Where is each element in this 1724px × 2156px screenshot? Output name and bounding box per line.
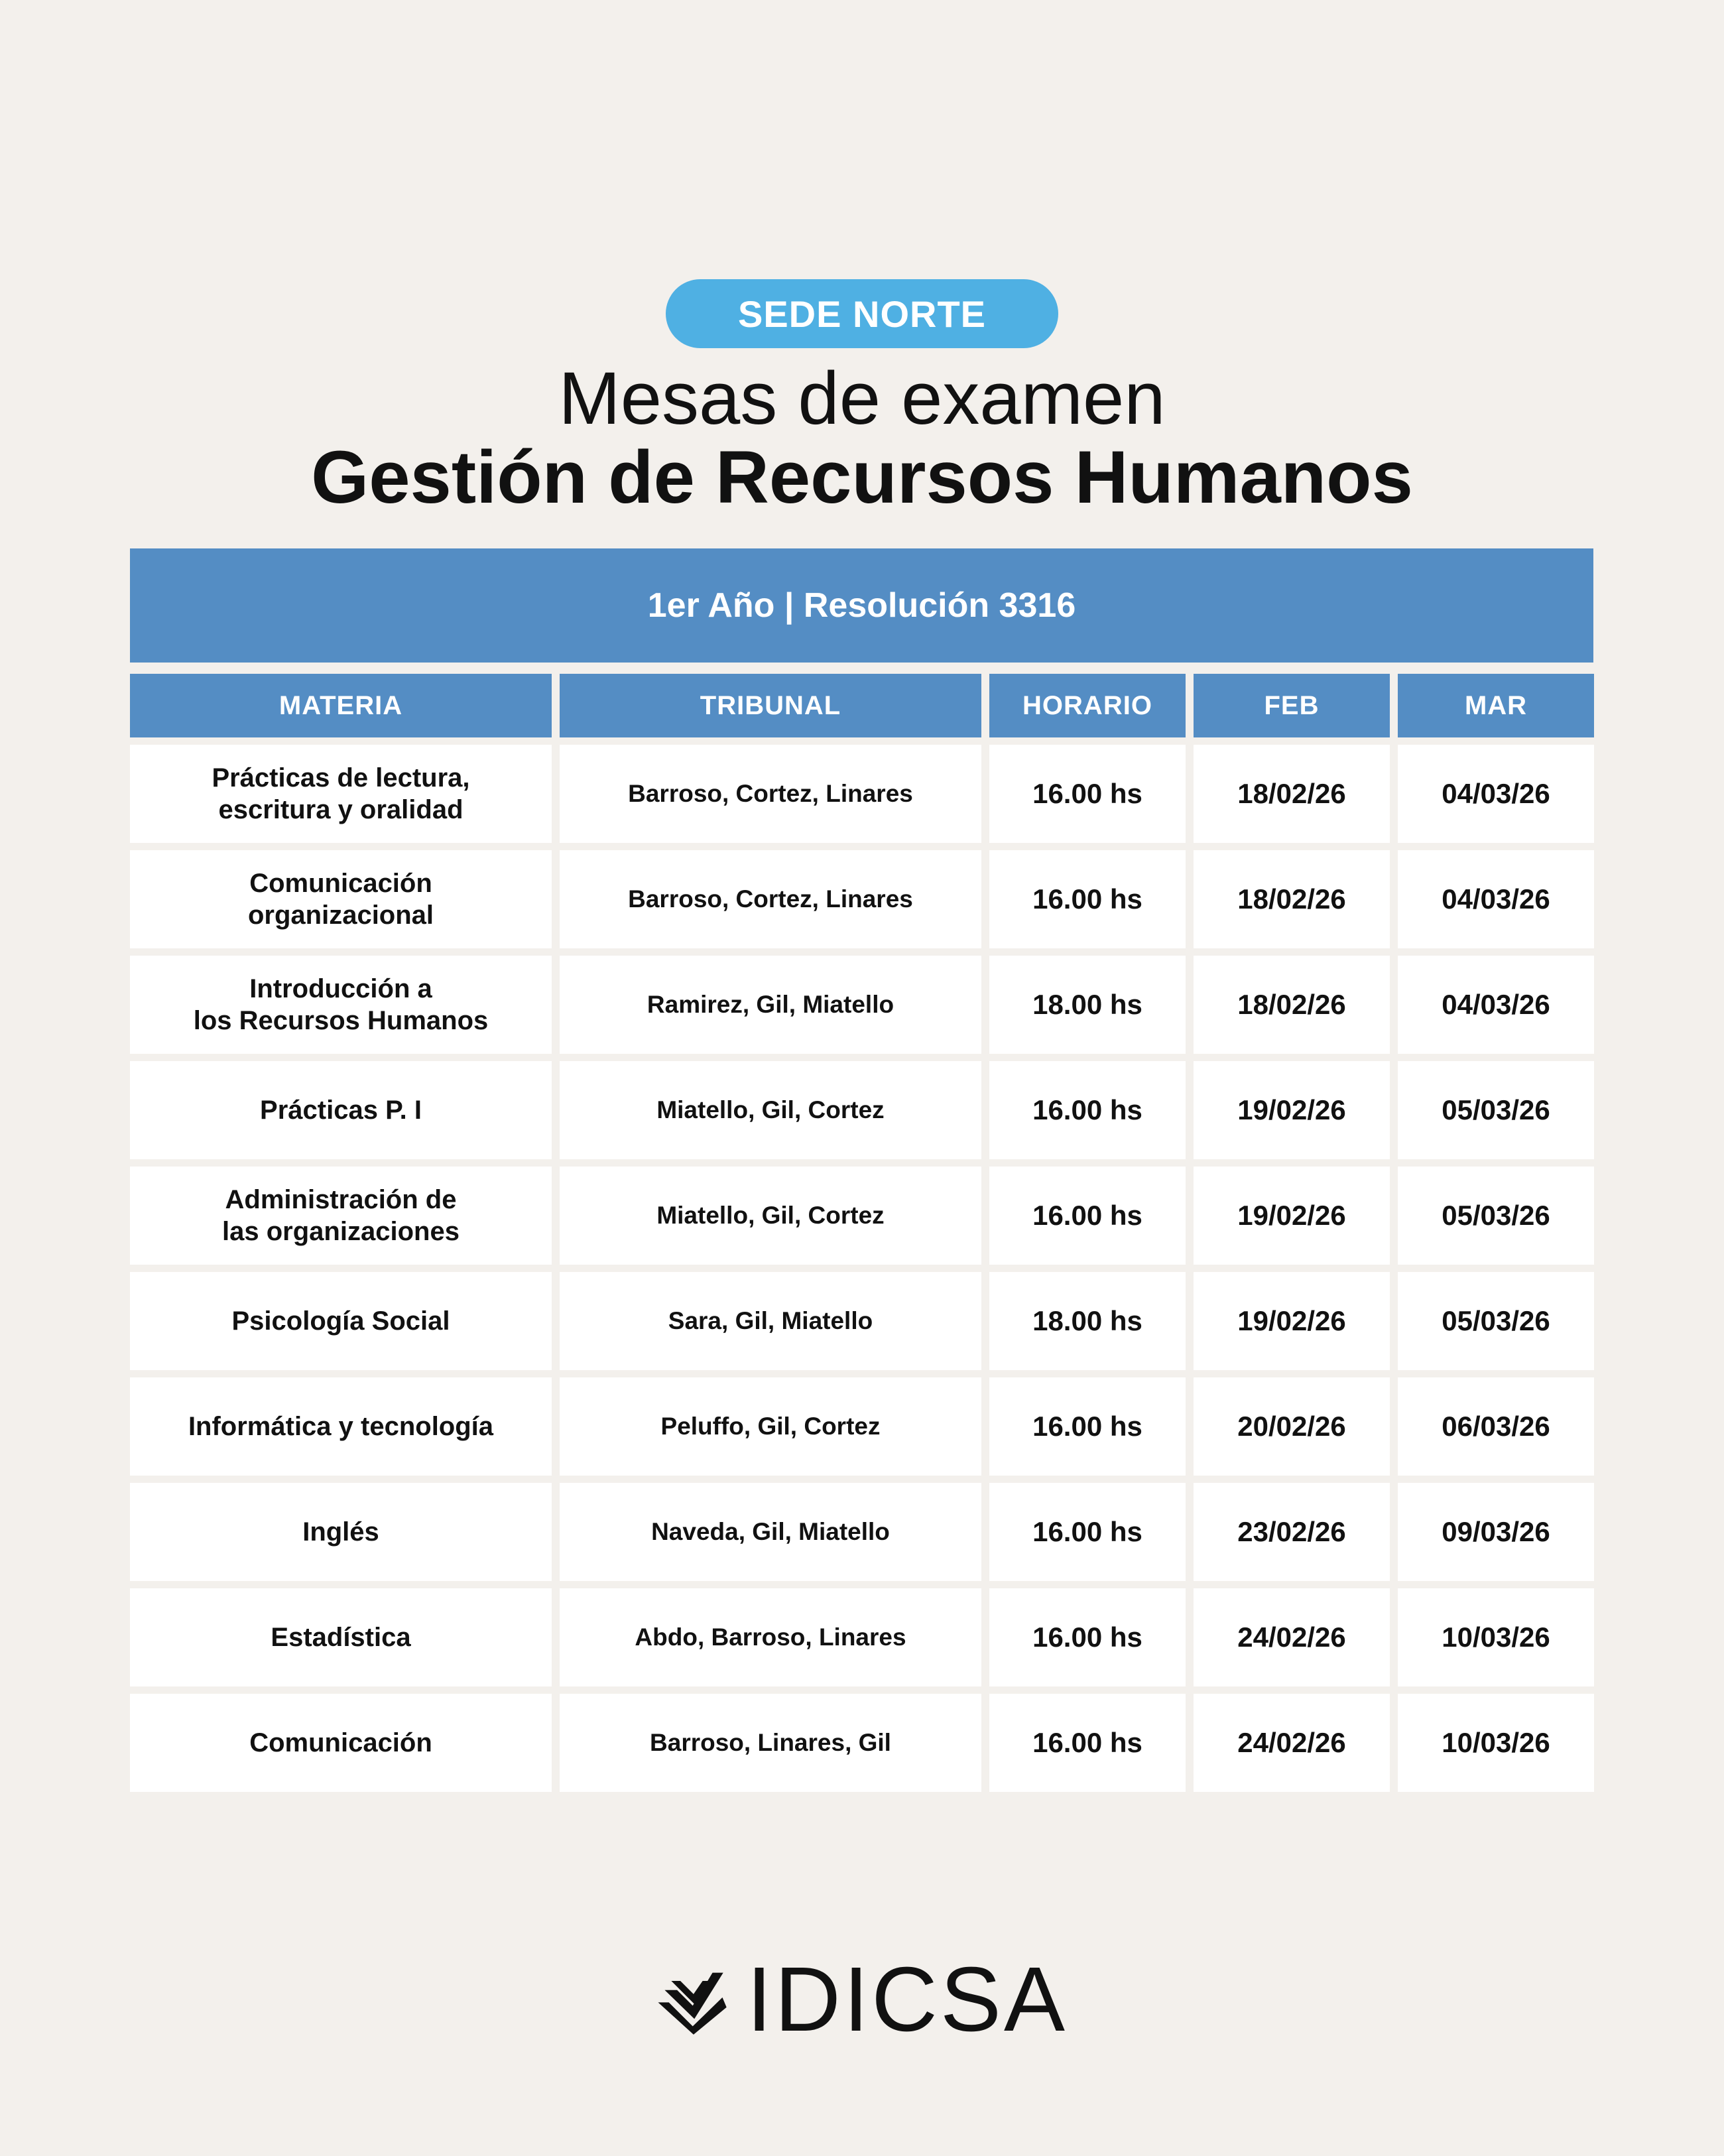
cell-horario: 16.00 hs (989, 850, 1186, 948)
cell-tribunal: Miatello, Gil, Cortez (560, 1167, 981, 1265)
cell-horario: 16.00 hs (989, 1377, 1186, 1476)
cell-tribunal: Barroso, Linares, Gil (560, 1694, 981, 1792)
sede-badge: SEDE NORTE (666, 279, 1058, 348)
cell-tribunal: Barroso, Cortez, Linares (560, 850, 981, 948)
cell-feb: 19/02/26 (1194, 1272, 1390, 1370)
cell-tribunal: Ramirez, Gil, Miatello (560, 956, 981, 1054)
cell-tribunal: Abdo, Barroso, Linares (560, 1588, 981, 1686)
cell-feb: 24/02/26 (1194, 1588, 1390, 1686)
cell-mar: 09/03/26 (1398, 1483, 1594, 1581)
cell-materia: Prácticas de lectura, escritura y oralidad (130, 745, 552, 843)
cell-mar: 10/03/26 (1398, 1694, 1594, 1792)
cell-mar: 04/03/26 (1398, 956, 1594, 1054)
cell-feb: 18/02/26 (1194, 850, 1390, 948)
cell-feb: 19/02/26 (1194, 1167, 1390, 1265)
cell-horario: 16.00 hs (989, 1167, 1186, 1265)
cell-materia: Prácticas P. I (130, 1061, 552, 1159)
cell-materia: Informática y tecnología (130, 1377, 552, 1476)
cell-mar: 06/03/26 (1398, 1377, 1594, 1476)
cell-tribunal: Peluffo, Gil, Cortez (560, 1377, 981, 1476)
cell-tribunal: Naveda, Gil, Miatello (560, 1483, 981, 1581)
cell-horario: 16.00 hs (989, 1694, 1186, 1792)
cell-tribunal: Barroso, Cortez, Linares (560, 745, 981, 843)
idicsa-logo (656, 1943, 1068, 2056)
cell-mar: 05/03/26 (1398, 1061, 1594, 1159)
cell-horario: 16.00 hs (989, 1483, 1186, 1581)
cell-feb: 18/02/26 (1194, 745, 1390, 843)
cell-materia: Estadística (130, 1588, 552, 1686)
cell-materia: Comunicación (130, 1694, 552, 1792)
cell-feb: 23/02/26 (1194, 1483, 1390, 1581)
cell-materia: Administración de las organizaciones (130, 1167, 552, 1265)
cell-materia: Comunicación organizacional (130, 850, 552, 948)
cell-mar: 05/03/26 (1398, 1167, 1594, 1265)
cell-horario: 18.00 hs (989, 956, 1186, 1054)
header-mar: MAR (1398, 674, 1594, 737)
cell-materia: Psicología Social (130, 1272, 552, 1370)
cell-mar: 05/03/26 (1398, 1272, 1594, 1370)
page-title-line1: Mesas de examen (558, 357, 1166, 440)
cell-tribunal: Miatello, Gil, Cortez (560, 1061, 981, 1159)
cell-mar: 04/03/26 (1398, 850, 1594, 948)
idicsa-logo-icon (656, 1943, 731, 2056)
cell-horario: 16.00 hs (989, 745, 1186, 843)
exam-schedule-table (130, 674, 1594, 1792)
cell-mar: 04/03/26 (1398, 745, 1594, 843)
header-materia: MATERIA (130, 674, 552, 737)
cell-horario: 18.00 hs (989, 1272, 1186, 1370)
logo-text: IDICSA (746, 1948, 1068, 2051)
cell-feb: 19/02/26 (1194, 1061, 1390, 1159)
page-title-line2: Gestión de Recursos Humanos (311, 436, 1413, 519)
cell-materia: Inglés (130, 1483, 552, 1581)
header-tribunal: TRIBUNAL (560, 674, 981, 737)
cell-mar: 10/03/26 (1398, 1588, 1594, 1686)
header-horario: HORARIO (989, 674, 1186, 737)
cell-feb: 18/02/26 (1194, 956, 1390, 1054)
year-resolution-banner: 1er Año | Resolución 3316 (130, 548, 1593, 663)
cell-feb: 20/02/26 (1194, 1377, 1390, 1476)
cell-materia: Introducción a los Recursos Humanos (130, 956, 552, 1054)
cell-horario: 16.00 hs (989, 1061, 1186, 1159)
cell-feb: 24/02/26 (1194, 1694, 1390, 1792)
cell-tribunal: Sara, Gil, Miatello (560, 1272, 981, 1370)
header-feb: FEB (1194, 674, 1390, 737)
cell-horario: 16.00 hs (989, 1588, 1186, 1686)
